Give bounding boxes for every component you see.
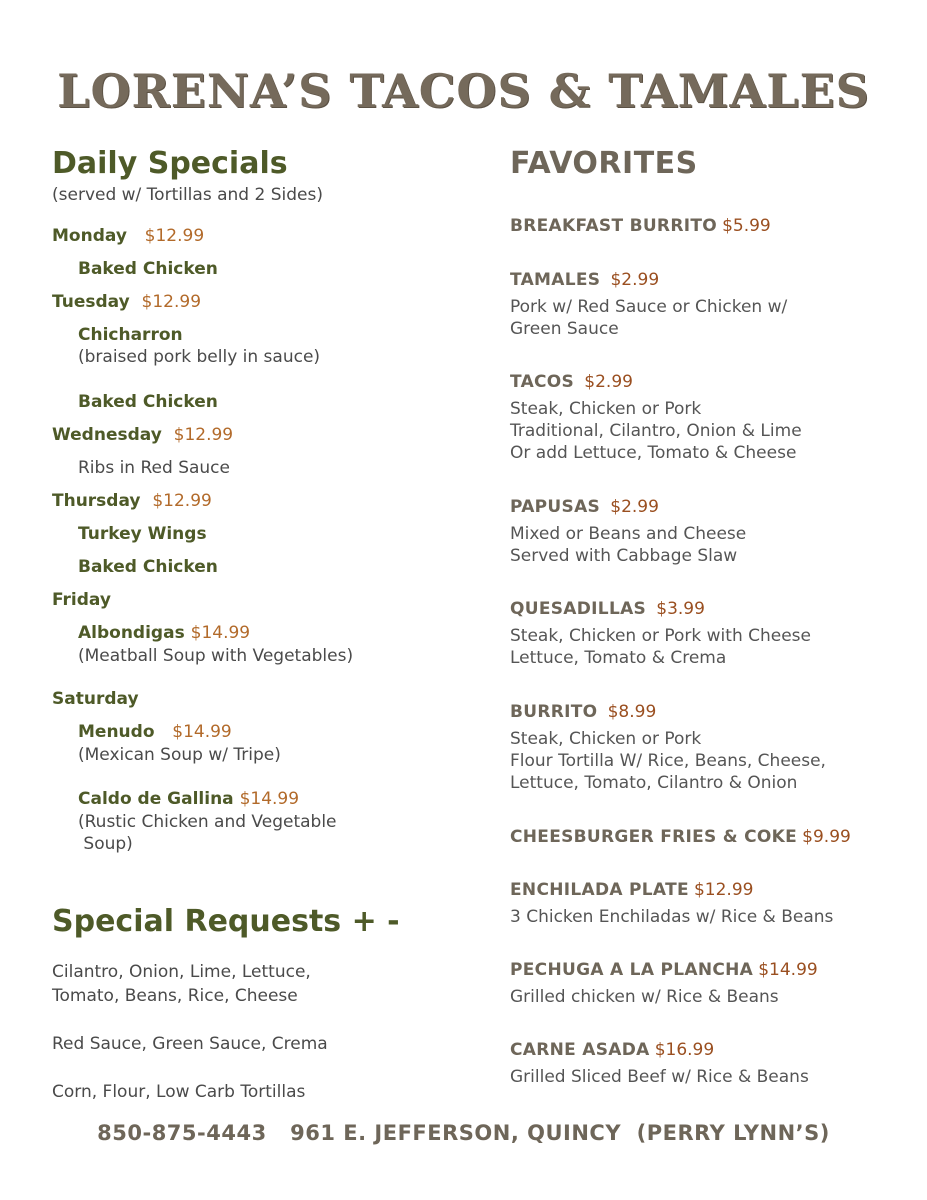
dish-tuesday-2: Baked Chicken [78, 392, 218, 412]
dish-wednesday-1: Ribs in Red Sauce [78, 458, 230, 478]
favorite-price: $5.99 [722, 216, 771, 236]
dish-tuesday-1: Chicharron [78, 325, 183, 345]
favorite-desc: Flour Tortilla W/ Rice, Beans, Cheese, [510, 751, 826, 771]
favorite-item [510, 372, 633, 392]
dish-price: $14.99 [172, 722, 232, 742]
favorite-desc: Pork w/ Red Sauce or Chicken w/ [510, 297, 788, 317]
favorite-desc: Lettuce, Tomato, Cilantro & Onion [510, 773, 798, 793]
restaurant-title: LORENA’S TACOS & TAMALES [57, 64, 870, 118]
dish-monday-1: Baked Chicken [78, 259, 218, 279]
dish-thursday-2: Baked Chicken [78, 557, 218, 577]
favorite-item [510, 216, 771, 236]
day-label: Wednesday [52, 425, 162, 445]
favorite-name: PECHUGA A LA PLANCHA [510, 960, 754, 980]
favorite-desc: Grilled chicken w/ Rice & Beans [510, 987, 779, 1007]
requests-line-1: Cilantro, Onion, Lime, Lettuce, [52, 962, 311, 982]
special-requests-heading: Special Requests + - [52, 904, 400, 939]
favorite-item [510, 1040, 714, 1060]
day-thursday [52, 491, 212, 511]
favorite-name: CARNE ASADA [510, 1040, 650, 1060]
dish-saturday-1 [78, 722, 232, 742]
dish-friday-1 [78, 623, 250, 643]
day-friday: Friday [52, 590, 111, 610]
favorite-item [510, 497, 659, 517]
day-price: $12.99 [144, 226, 205, 246]
favorite-desc: Steak, Chicken or Pork with Cheese [510, 626, 812, 646]
favorite-name: ENCHILADA PLATE [510, 880, 689, 900]
favorite-price: $2.99 [584, 372, 633, 392]
favorite-desc: Grilled Sliced Beef w/ Rice & Beans [510, 1067, 809, 1087]
contact-footer: 850-875-4443 961 E. JEFFERSON, QUINCY (PERRY LYNN’S) [97, 1121, 830, 1145]
favorite-price: $8.99 [607, 702, 657, 722]
daily-specials-subheading: (served w/ Tortillas and 2 Sides) [52, 185, 323, 205]
favorite-item [510, 270, 659, 290]
favorite-desc: Traditional, Cilantro, Onion & Lime [510, 421, 802, 441]
favorite-name: TACOS [510, 372, 575, 392]
favorite-item [510, 702, 656, 722]
favorite-price: $3.99 [656, 599, 705, 619]
dish-saturday-2 [78, 789, 299, 809]
dish-saturday-2-desc-1: (Rustic Chicken and Vegetable [78, 812, 337, 832]
favorite-item [510, 827, 851, 847]
favorite-desc: Lettuce, Tomato & Crema [510, 648, 727, 668]
favorite-item [510, 599, 705, 619]
day-price: $12.99 [152, 491, 212, 511]
favorite-item [510, 880, 753, 900]
favorite-desc: Or add Lettuce, Tomato & Cheese [510, 443, 797, 463]
favorite-price: $14.99 [758, 960, 818, 980]
favorite-desc: Served with Cabbage Slaw [510, 546, 738, 566]
favorite-price: $12.99 [693, 880, 754, 900]
favorite-desc: Green Sauce [510, 319, 619, 339]
day-saturday: Saturday [52, 689, 139, 709]
dish-friday-1-desc: (Meatball Soup with Vegetables) [78, 646, 354, 666]
favorite-name: BREAKFAST BURRITO [510, 216, 717, 236]
day-tuesday [52, 292, 201, 312]
favorite-price: $9.99 [802, 827, 851, 847]
favorite-desc: Steak, Chicken or Pork [510, 729, 702, 749]
dish-thursday-1: Turkey Wings [78, 524, 207, 544]
favorite-name: QUESADILLAS [510, 599, 647, 619]
day-label: Tuesday [52, 292, 130, 312]
dish-price: $14.99 [239, 789, 300, 809]
favorite-price: $2.99 [610, 270, 660, 290]
favorite-name: BURRITO [510, 702, 598, 722]
day-monday [52, 226, 204, 246]
requests-line-4: Corn, Flour, Low Carb Tortillas [52, 1082, 306, 1102]
dish-label: Caldo de Gallina [78, 789, 234, 809]
dish-label: Menudo [78, 722, 155, 742]
day-wednesday [52, 425, 233, 445]
favorite-desc: Mixed or Beans and Cheese [510, 524, 747, 544]
day-label: Monday [52, 226, 127, 246]
day-price: $12.99 [173, 425, 234, 445]
favorites-heading: FAVORITES [510, 146, 698, 181]
favorite-desc: Steak, Chicken or Pork [510, 399, 702, 419]
favorite-price: $2.99 [610, 497, 659, 517]
favorite-name: CHEESBURGER FRIES & COKE [510, 827, 798, 847]
favorite-name: PAPUSAS [510, 497, 601, 517]
requests-line-3: Red Sauce, Green Sauce, Crema [52, 1034, 328, 1054]
favorite-price: $16.99 [654, 1040, 715, 1060]
dish-saturday-2-desc-2: Soup) [78, 834, 133, 854]
favorite-item [510, 960, 818, 980]
favorite-desc: 3 Chicken Enchiladas w/ Rice & Beans [510, 907, 834, 927]
dish-tuesday-1-desc: (braised pork belly in sauce) [78, 347, 321, 367]
requests-line-2: Tomato, Beans, Rice, Cheese [52, 986, 298, 1006]
dish-label: Albondigas [78, 623, 185, 643]
dish-price: $14.99 [190, 623, 251, 643]
dish-saturday-1-desc: (Mexican Soup w/ Tripe) [78, 745, 281, 765]
daily-specials-heading: Daily Specials [52, 146, 288, 181]
favorite-name: TAMALES [510, 270, 601, 290]
day-label: Thursday [52, 491, 141, 511]
day-price: $12.99 [141, 292, 202, 312]
